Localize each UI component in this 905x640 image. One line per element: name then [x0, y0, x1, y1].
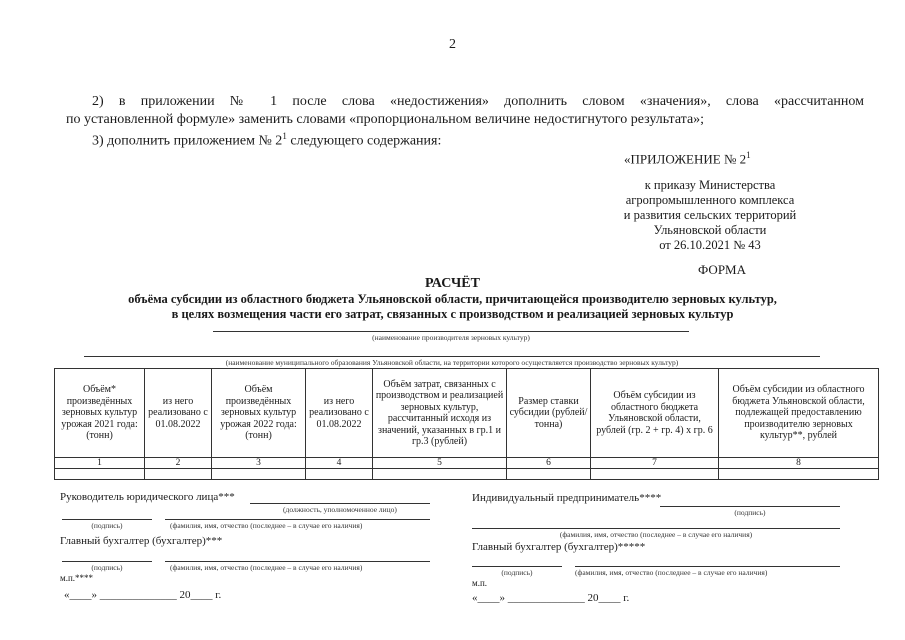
column-number: 5	[373, 458, 507, 469]
table-row	[55, 469, 879, 480]
table-cell	[212, 469, 306, 480]
table-header-cell: Размер ставки субсидии (рублей/тонна)	[507, 369, 591, 458]
producer-caption: (наименование производителя зерновых культур)	[372, 333, 530, 342]
table-cell	[591, 469, 719, 480]
table-header-cell: из него реализовано с 01.08.2022	[306, 369, 373, 458]
paragraph-3-sup: 1	[282, 131, 287, 141]
calculation-table	[54, 368, 879, 480]
date-field: «____» ______________ 20____ г.	[64, 589, 222, 601]
column-number: 2	[145, 458, 212, 469]
right-accountant-name-caption: (фамилия, имя, отчество (последнее – в случае его наличия)	[575, 568, 768, 577]
table-header-cell: Объём субсидии из областного бюджета Ульяновской области, подлежащей предоставлению производителю зерновых культур**, рублей	[719, 369, 879, 458]
accountant-label: Главный бухгалтер (бухгалтер)***	[60, 535, 223, 547]
table-header-cell: из него реализовано с 01.08.2022	[145, 369, 212, 458]
entrepreneur-name-caption: (фамилия, имя, отчество (последнее – в случае его наличия)	[559, 530, 753, 539]
table-header-row	[55, 369, 879, 458]
right-accountant-name-line	[575, 566, 840, 567]
head-sign-line	[62, 519, 152, 520]
appendix-title-sup: 1	[746, 150, 751, 160]
form-label: ФОРМА	[698, 262, 746, 277]
entrepreneur-label: Индивидуальный предприниматель****	[472, 492, 662, 504]
appendix-line: от 26.10.2021 № 43	[659, 238, 761, 252]
table-cell	[719, 469, 879, 480]
accountant-sign-line	[62, 561, 152, 562]
entrepreneur-name-line	[472, 528, 840, 529]
appendix-title	[624, 150, 751, 167]
head-name-caption: (фамилия, имя, отчество (последнее – в случае его наличия)	[170, 521, 363, 530]
entrepreneur-sign-caption: (подпись)	[734, 508, 766, 517]
table-cell	[373, 469, 507, 480]
right-accountant-sign-caption: (подпись)	[501, 568, 533, 577]
appendix-line: Ульяновской области	[653, 223, 767, 237]
table-header-cell: Объём* произведённых зерновых культур урожая 2021 года: (тонн)	[55, 369, 145, 458]
paragraph-2-line-1: 2) в приложении № 1 после слова «недостижения» дополнить словом «значения», слова «рассчитанном	[92, 94, 864, 109]
table-header-cell: Объём субсидии из областного бюджета Ульяновской области, рублей (гр. 2 + гр. 4) х гр. 6	[591, 369, 719, 458]
document-title: РАСЧЁТ	[425, 276, 480, 291]
paragraph-3	[92, 127, 441, 151]
column-number: 4	[306, 458, 373, 469]
column-number: 6	[507, 458, 591, 469]
head-position-caption: (должность, уполномоченное лицо)	[283, 505, 397, 514]
table-cell	[55, 469, 145, 480]
paragraph-3-text: 3) дополнить приложением № 2	[92, 133, 283, 149]
right-date-field: «____» ______________ 20____ г.	[472, 592, 630, 604]
column-number: 8	[719, 458, 879, 469]
title-line-1: объёма субсидии из областного бюджета Ульяновской области, причитающейся производителю зерновых культур,	[128, 292, 777, 306]
table-header-cell: Объём произведённых зерновых культур урожая 2022 года: (тонн)	[212, 369, 306, 458]
right-accountant-label: Главный бухгалтер (бухгалтер)*****	[472, 541, 646, 553]
accountant-name-caption: (фамилия, имя, отчество (последнее – в случае его наличия)	[170, 563, 363, 572]
table-cell	[306, 469, 373, 480]
column-number: 1	[55, 458, 145, 469]
table-cell	[507, 469, 591, 480]
paragraph-3-tail: следующего содержания:	[286, 133, 442, 149]
appendix-reference	[600, 178, 820, 253]
municipality-line	[84, 356, 820, 357]
head-sign-caption: (подпись)	[91, 521, 123, 530]
head-label: Руководитель юридического лица***	[60, 491, 235, 503]
appendix-line: к приказу Министерства	[644, 178, 776, 192]
page-number: 2	[449, 37, 456, 52]
table-header-cell: Объём затрат, связанных с производством и реализацией зерновых культур, рассчитанный исходя из значений, указанных в гр.1 и гр.3 (рублей)	[373, 369, 507, 458]
paragraph-2-line-2: по установленной формуле» заменить словами «пропорциональном величине недостигнутого результата»;	[66, 112, 705, 127]
appendix-title-text: «ПРИЛОЖЕНИЕ № 2	[624, 151, 747, 167]
entrepreneur-sign-line	[660, 506, 840, 507]
producer-name-line	[213, 331, 689, 332]
column-number: 7	[591, 458, 719, 469]
right-seal-label: м.п.	[472, 578, 488, 588]
column-number: 3	[212, 458, 306, 469]
table-row	[55, 458, 879, 469]
seal-label: м.п.****	[60, 573, 94, 583]
right-accountant-sign-line	[472, 566, 562, 567]
appendix-line: агропромышленного комплекса	[625, 193, 795, 207]
accountant-name-line	[165, 561, 430, 562]
title-line-2: в целях возмещения части его затрат, связанных с производством и реализацией зерновых культур	[171, 307, 734, 321]
table-cell	[145, 469, 212, 480]
head-name-line	[165, 519, 430, 520]
accountant-sign-caption: (подпись)	[91, 563, 123, 572]
head-position-line	[250, 503, 430, 504]
municipality-caption: (наименование муниципального образования Ульяновской области, на территории которого осуществляется производство зерновых культур)	[225, 358, 679, 367]
appendix-line: и развития сельских территорий	[623, 208, 797, 222]
